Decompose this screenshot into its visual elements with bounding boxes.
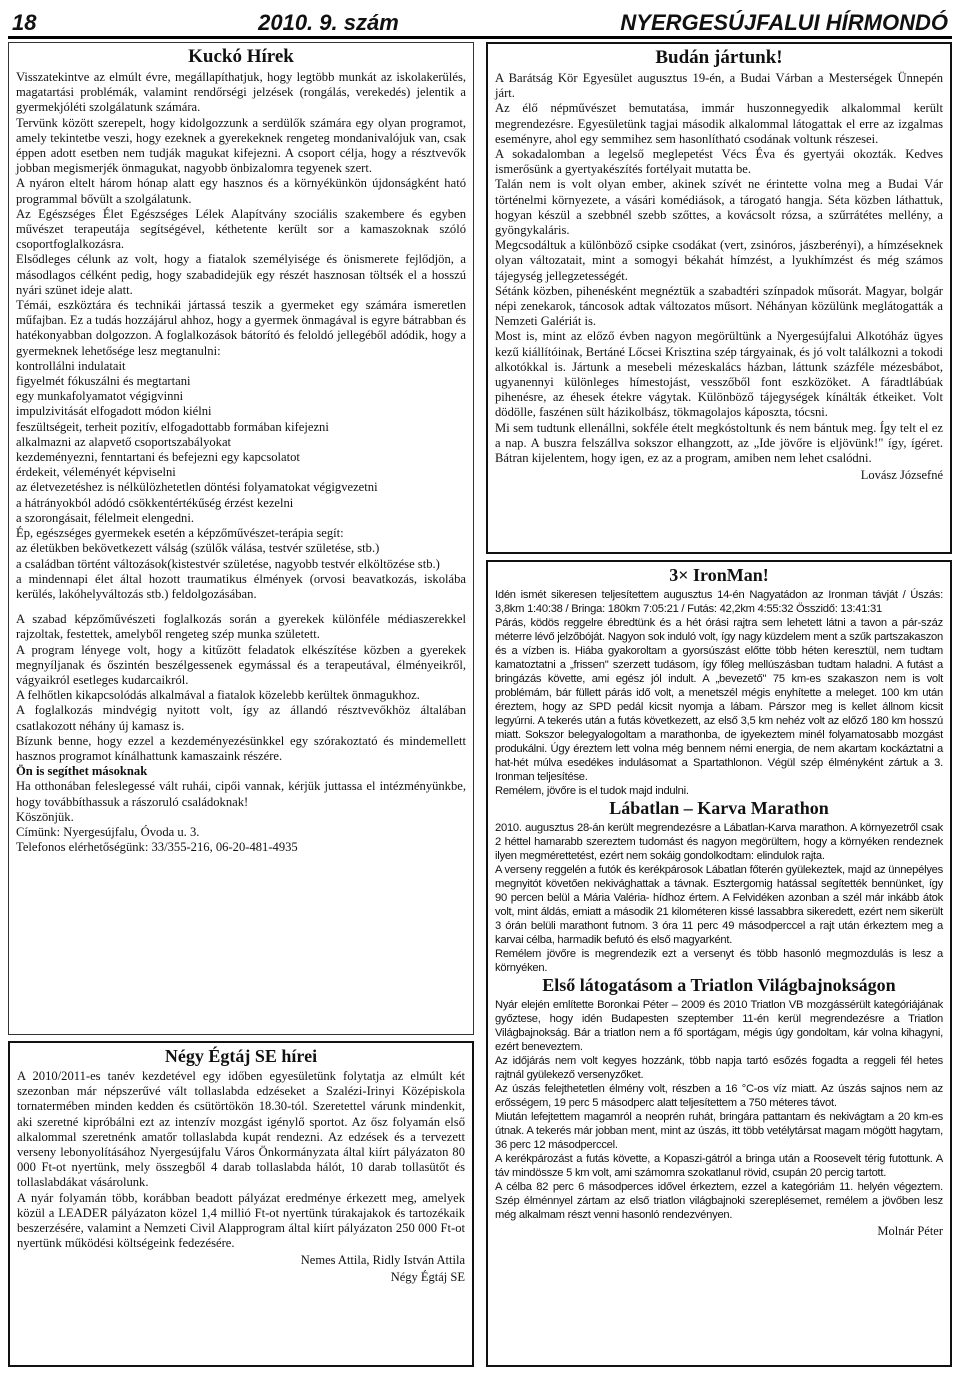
kucko-list-item: a szorongásait, félelmeit elengedni. (16, 510, 194, 525)
budan-paragraph: Most is, mint az előző évben nagyon megörültünk a Nyergesújfalui Alkotóház ügyes kezű kiállítóinak, Bertáné Lőcsei Krisztina szép tárgyainak, és jó volt találkozni a tokodi alkotókkal is. Jártunk a mesebeli mézeskalács házban, láttunk százféle mézesbábot, ugyanennyi különleges hímestojást, vesszőből font eszközöket. A fáradtlábúak pihenésre, az éhesek étekre vágytak. Különböző tájegységek kínálták étkeiket. Volt dödölle, faszénen sült házikolbász, tökmagolajos káposzta, tócsni. (495, 329, 943, 420)
negy-egtaj-paragraph: A nyár folyamán több, korábban beadott pályázat eredménye érkezett meg, amelyek közül a LEADER pályázaton közel 1,4 millió Ft-ot nyertünk túrakajakok és tartozékaik beszerzésére, valamint a Nemzeti Civil Alapprogram által kiírt pályázaton 250 000 Ft-ot nyertünk működési költségeink fedezésére. (17, 1190, 465, 1251)
budan-article (486, 42, 952, 554)
negy-egtaj-signature: Nemes Attila, Ridly István Attila (300, 1253, 465, 1268)
kucko-paragraph: Bízunk benne, hogy ezzel a kezdeményezésünkkel egy szórakoztató és mindemellett hasznos programot kínálhattunk kamaszaink részére. (16, 733, 466, 763)
ironman-paragraph: Idén ismét sikeresen teljesítettem augusztus 14-én Nagyatádon az Ironman távját / Úszás: 3,8km 1:40:38 / Bringa: 180km 7:05:21 / Futás: 42,2km 4:55:32 Összidő: 13:41:31 (495, 589, 943, 615)
left-column (8, 42, 474, 1367)
kucko-list-item: feszültségeit, terheit pozitív, elfogadottabb formában kifejezni (16, 419, 329, 434)
kucko-list-item: egy munkafolyamatot végigvinni (16, 389, 184, 404)
budan-title: Budán jártunk! (655, 47, 783, 68)
kucko-closing: Köszönjük. (16, 809, 74, 824)
triatlon-title: Első látogatásom a Triatlon Világbajnokságon (542, 975, 896, 995)
kucko-phone: Telefonos elérhetőségünk: 33/355-216, 06-20-481-4935 (16, 840, 298, 855)
kucko-paragraph: Tervünk között szerepelt, hogy kidolgozzunk a serdülők számára egy olyan programot, amely tekintetbe veszi, hogy ezeknek a gyerekeknek rengeteg mondanivalójuk van, csak éppen adott esetben nem tudják magukat kifejezni. A csoport célja, hogy a résztvevők jobban megismerjék önmagukat, nagyobb önbizalomra tegyenek szert. (16, 115, 466, 176)
ironman-paragraph: Remélem, jövőre is el tudok majd indulni. (495, 785, 689, 797)
kucko-paragraph: Az Egészséges Élet Egészséges Lélek Alapítvány szociális szakembere és egyben művészet terapeutája segítségével, kéthetente került sor a kamaszoknak szóló csoportfoglalkozásra. (16, 206, 466, 252)
triatlon-paragraph: A kerékpározást a futás követte, a Kopaszi-gátról a bringa után a Roosevelt térig futottunk. A táv mindössze 5 km volt, ami számomra szokatlanul rövid, csupán 20 percig tartott. (495, 1153, 943, 1179)
kucko-list-item: az életvezetéshez is nélkülözhetetlen döntési folyamatokat végigvezetni (16, 480, 378, 495)
budan-signature: Lovász Józsefné (860, 468, 943, 483)
kucko-address: Címünk: Nyergesújfalu, Óvoda u. 3. (16, 824, 200, 839)
kucko-closing: Ha otthonában feleslegessé vált ruhái, cipői vannak, kérjük juttassa el intézményünkbe, hogy továbbíthassuk a rászoruló családoknak! (16, 779, 466, 809)
issue-number: 2010. 9. szám (258, 10, 399, 35)
budan-paragraph: Sétánk közben, pihenésként megnéztük a szabadtéri színpadok műsorát. Magyar, bolgár népi zenekarok, táncosok adtak változatos műsort. Néhányan közülünk meglátogatták a Nemzeti Galériát is. (495, 283, 943, 329)
kucko-list-item: kezdeményezni, fenntartani és befejezni egy kapcsolatot (16, 450, 300, 465)
labatlan-title: Lábatlan – Karva Marathon (609, 798, 829, 818)
kucko-paragraph: A nyáron eltelt három hónap alatt egy hasznos és a környékünkön újdonságként ható programmal bővült a szolgálatunk. (16, 176, 466, 206)
budan-paragraph: A sokadalomban a legelső meglepetést Vécs Éva és gyertyái okozták. Kedves ismerősünk a gyertyakészítés fortélyait mutatta be. (495, 147, 943, 177)
publication-title: NYERGESÚJFALUI HÍRMONDÓ (620, 10, 948, 35)
triatlon-paragraph: Az úszás felejthetetlen élmény volt, részben a 16 °C-os víz miatt. Az úszás sajnos nem az erősségem, 19 perc 5 másodperc alatt teljesítettem a 750 méteres távot. (495, 1083, 943, 1109)
negy-egtaj-paragraph: A 2010/2011-es tanév kezdetével egy időben egyesületünk folytatja az elmúlt két szezonban már népszerűvé vált tollaslabda edzéseket a Szalézi-Irinyi Középiskola tornatermében minden kedden és csütörtökön 18.30-tól. Szeretettel várunk mindenkit, aki szeretné kipróbálni ezt az intenzív mozgást igénylő sportot. Az ősz folyamán első alkalommal szeretnénk amatőr tollaslabda kupát rendezni. Az edzések és a tervezett verseny lebonyolításához Nyergesújfalu Város Önkormányzata által kiírt pályázaton 80 000 Ft-ot nyertünk, mely összegből 4 darab tollaslabda hálót, 10 darab tollasütőt és tollaslabdákat vásárolunk. (17, 1069, 465, 1190)
negy-egtaj-article (8, 1041, 474, 1367)
ironman-title: 3× IronMan! (669, 565, 769, 585)
budan-paragraph: Mi sem tudtunk ellenállni, sokféle ételt megkóstoltunk és nem bántuk meg. Így telt el ez a nap. A buszra felszállva sokszor elhangzott, az „Ide jövőre is eljövünk!" így, ígéret. Bátran kijelentem, hogy igen, ez az a program, amiben nem lehet csalódni. (495, 420, 943, 466)
ironman-paragraph: Párás, ködös reggelre ébredtünk és a hét órási rajtra sem lehetett látni a tavon a pár-száz méterre lévő jelzőbóját. Nagyon sok induló volt, így nagy küzdelem ment a szűk partszakaszon és a vízben is. Hiába gyakoroltam a gyorsúszást előtte több héten keresztül, nem tudtam kamatoztatni a „frissen" szerzett tudásom, így főleg mellúszásban tudtam haladni. A futást a bringázás követte, ami egész jól indult. A „bevezető" 75 km-es szakaszon nem is volt problémám, bár füllett párás idő volt, a menetszél mégis enyhítette a meleget. 100 km után éreztem, hogy az SPD pedál kicsit nyomja a lábam. Párszor meg is kellet állnom kicsit legyúrni. A tekerés után a futás következett, az első 3,5 km nehéz volt az előző 180 km hosszú miatt. Sokszor belegyalogoltam a marathonba, de igyekeztem minél folyamatosabb mozgást produkálni. Úgy éreztem lett volna még bennem némi energia, de nem akartam kockáztatni a hat-hét múlva esedékes indulásomat a Spartathlonon. Végül szép élményként zártuk a 3. Ironman teljesítése. (495, 617, 943, 783)
negy-egtaj-club: Négy Égtáj SE (390, 1270, 465, 1285)
budan-paragraph: Megcsodáltuk a különböző csipke csodákat (vert, zsinóros, jászberényi), a hímzéseknek olyan változatait, mint a somogyi békahát hímzést, a lyukhímzést és még számos tájegység jellegzetességét. (495, 238, 943, 283)
kucko-list-item: a hátrányokból adódó csökkentértékűség érzést kezelni (16, 495, 294, 510)
labatlan-paragraph: Remélem jövőre is megrendezik ezt a versenyt és több hasonló megmozdulás is lesz a környéken. (495, 948, 943, 974)
kucko-paragraph: Elsődleges célunk az volt, hogy a fiatalok személyisége és önismerete fejlődjön, a másodlagos célként pedig, hogy szabadidejük egy részét hasznosan töltsék el a hosszú nyári szünet ideje alatt. (16, 252, 466, 297)
kucko-paragraph: A szabad képzőművészeti foglalkozás során a gyerekek különféle médiaszerekkel rajzoltak, festettek, amelyből rengeteg szép munka született. (16, 612, 466, 642)
kucko-paragraph: Ép, egészséges gyermekek esetén a képzőművészet-terápia segít: (16, 526, 344, 541)
kucko-list-item: alkalmazni az alapvető csoportszabályokat (16, 434, 232, 449)
triatlon-paragraph: Nyár elején említette Boronkai Péter – 2009 és 2010 Triatlon VB mozgássérült kategóriájának győztese, hogy idén Budapesten szeptember 11-én kerül megrendezésre a Triatlon Világbajnokság. Bár a triatlon nem a fő sportágam, mégis úgy gondoltam, kár volna kihagyni, ezért beneveztem. (495, 999, 943, 1053)
kucko-paragraph: Témái, eszköztára és technikái jártassá teszik a gyermeket egy számára ismeretlen műfajban. Ez a tudás hozzájárul ahhoz, hogy a gyermek önmagával is egyre bátrabban és hatékonyabban dolgozzon. A foglalkozások bátorító és feloldó jellegéből adódik, hogy a gyermeknek lehetősége lesz megtanulni: (16, 298, 466, 358)
kucko-subheading: Ön is segíthet másoknak (16, 764, 148, 779)
kucko-paragraph: Visszatekintve az elmúlt évre, megállapíthatjuk, hogy legtöbb munkát az iskolakerülés, magatartási problémák, valamint rendőrségi jelzések (rongálás, verekedés) jelentik a gyermekjóléti szolgálatunk számára. (16, 70, 466, 115)
labatlan-paragraph: A verseny reggelén a futók és kerékpárosok Lábatlan főterén gyülekeztek, majd az ünnepélyes megnyitót követően nekivághattak a távnak. Esztergomig hatással segítették bennünket, így 90 percen belül a Mária Valéria- hídhoz értem. A Felvidéken azonban a szél már inkább átok volt, mint áldás, emiatt a második 21 kilométeren kissé lassabbra sikeredett, ezért nem sikerült 3 órán belüli marathont futnom. 3 óra 11 perc 49 másodperccel a rajt után érkeztem meg a karvai célba, harmadik befutó és első magyarként. (495, 864, 943, 946)
triatlon-paragraph: Miután lefejtettem magamról a neoprén ruhát, bringára pattantam és nekivágtam a 20 km-es útnak. A tekerés már jobban ment, mint az úszás, itt több vetélytársat magam mögött hagytam, 36 perc 12 másodperccel. (495, 1111, 943, 1151)
kucko-paragraph: A program lényege volt, hogy a kitűzött feladatok elkészítése közben a gyerekek megnyíljanak és őszintén beszélgessenek egymással és a terapeutával, élményeikről, vágyaikról esetleges kudarcaikról. (16, 642, 466, 687)
kucko-list-item: az életükben bekövetkezett válság (szülők válása, testvér születése, stb.) (16, 541, 380, 556)
triatlon-paragraph: Az időjárás nem volt kegyes hozzánk, több napja tartó esőzés fogadta a reggeli fél hetes rajtnál gyülekező versenyzőket. (495, 1055, 943, 1081)
kucko-list-item: figyelmét fókuszálni és megtartani (16, 374, 191, 389)
sport-articles (486, 560, 952, 1367)
kucko-list-item: a családban történt változások(kistestvér születése, nagyobb testvér elköltözése stb.) (16, 556, 440, 571)
budan-paragraph: Az élő népművészet bemutatása, immár huszonnegyedik alkalommal került megrendezésre. Egyesületünk tagjai második alkalommal látogattak el erre az izgalmas eseményre, ahol egy semmihez sem hasonlítható csodának voltunk részesei. (495, 101, 943, 146)
negy-egtaj-title: Négy Égtáj SE hírei (164, 1046, 318, 1066)
kucko-list-item: kontrollálni indulatait (16, 358, 126, 373)
kucko-paragraph: A foglalkozás mindvégig nyitott volt, így az állandó résztvevőkhöz általában csatlakozott néhány új kamasz is. (16, 703, 466, 733)
labatlan-paragraph: 2010. augusztus 28-án került megrendezésre a Lábatlan-Karva marathon. A környezetről csak 2 héttel hamarabb szereztem tudomást és nagyon megörültem, hogy a környéken rendeznek ilyen megmérettetést, ezért nem sokáig gondolkodtam: elindulok rajta. (495, 822, 943, 862)
budan-paragraph: A Barátság Kör Egyesület augusztus 19-én, a Budai Várban a Mesterségek Ünnepén járt. (495, 71, 943, 101)
page-header (8, 6, 952, 39)
kucko-list-item: a mindennapi élet által hozott traumatikus élmények (orvosi beavatkozás, iskolába kerülés, lakóhelyváltozás stb.) feldolgozásában. (16, 571, 466, 601)
right-column (486, 42, 952, 1367)
page-number: 18 (12, 10, 37, 35)
kucko-article (8, 42, 474, 1035)
kucko-list-item: impulzivitását elfogadott módon kiélni (16, 404, 212, 419)
triatlon-signature: Molnár Péter (877, 1224, 943, 1238)
kucko-list-item: érdekeit, véleményét képviselni (16, 465, 176, 480)
kucko-title: Kuckó Hírek (188, 46, 294, 67)
triatlon-paragraph: A célba 82 perc 6 másodperces idővel érkeztem, ezzel a kategóriám 11. helyén végeztem. Szép élménnyel zártam az első triatlon világbajnoki szereplésemet, remélem a jövőben lesz még alkalmam részt venni hasonló rendezvényen. (495, 1181, 943, 1221)
budan-paragraph: Talán nem is volt olyan ember, akinek szívét ne érintette volna meg a Budai Vár történelmi környezete, a vásári komédiások, a tárogató hangja. Séta közben láthattuk, hogyan készül a szebbnél szebb szőttes, a kovácsolt rózsa, a szűrrátétes mellény, a gyöngykaláris. (495, 177, 943, 238)
kucko-paragraph: A felhőtlen kikapcsolódás alkalmával a fiatalok közelebb kerültek önmagukhoz. (16, 688, 420, 703)
